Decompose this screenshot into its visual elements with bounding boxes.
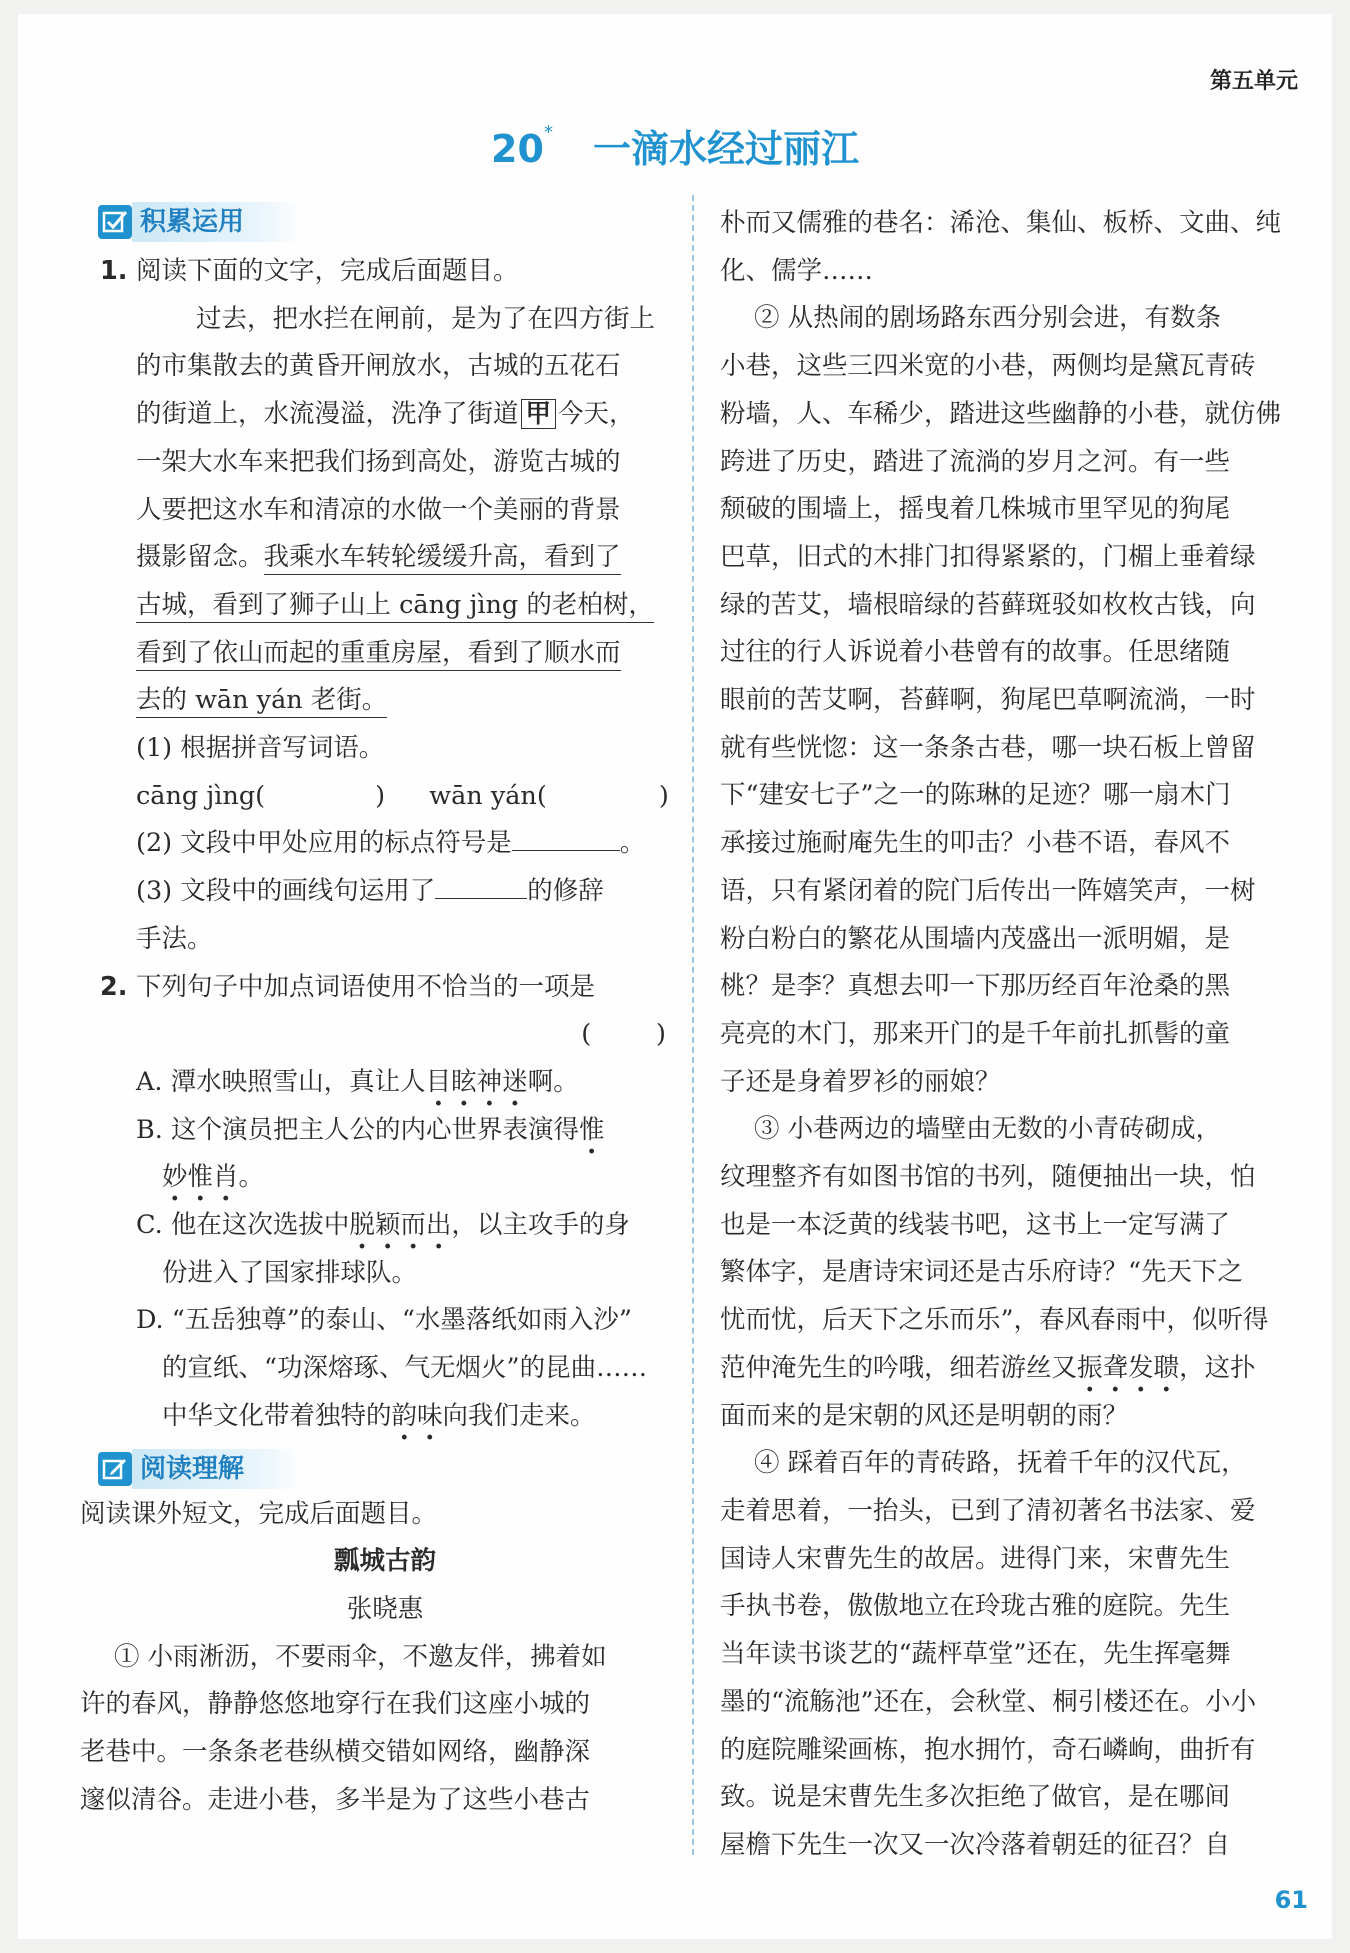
q1-sub2: (2) 文段中甲处应用的标点符号是 。 <box>136 828 646 859</box>
underlined-sentence: 我乘水车转轮缓缓升高，看到了 <box>264 542 621 575</box>
essay-line: 的庭院雕梁画栋，抱水拥竹，奇石嶙峋，曲折有 <box>720 1734 1256 1765</box>
right-column <box>720 200 1290 1870</box>
dotted-word: 目眩神迷 <box>425 1066 528 1097</box>
q2-option-b[interactable]: B. 这个演员把主人公的内心世界表演得惟 <box>136 1114 605 1145</box>
essay-line: 亮亮的木门，那来开门的是千年前扎抓髻的童 <box>720 1018 1231 1049</box>
q2-answer-paren[interactable]: ( ) <box>581 1019 666 1050</box>
reading-intro: 阅读课外短文，完成后面题目。 <box>80 1498 438 1529</box>
essay-author: 张晓惠 <box>346 1593 424 1624</box>
essay-line: 就有些恍惚：这一条条古巷，哪一块石板上曾留 <box>720 732 1256 763</box>
essay-line: 范仲淹先生的吟哦，细若游丝又振聋发聩，这扑 <box>720 1352 1256 1383</box>
essay-line: 眼前的苦艾啊，苔藓啊，狗尾巴草啊流淌，一时 <box>720 685 1256 716</box>
essay-line: 子还是身着罗衫的丽娘？ <box>720 1066 1001 1097</box>
essay-line: 小巷，这些三四米宽的小巷，两侧均是黛瓦青砖 <box>720 351 1256 382</box>
q1-passage-line: 过去，把水拦在闸前，是为了在四方街上 <box>196 303 656 334</box>
essay-line: 手执书卷，傲傲地立在玲珑古雅的庭院。先生 <box>720 1591 1231 1622</box>
q1-passage-line: 去的 wān yán 老街。 <box>100 677 670 725</box>
check-icon <box>98 205 132 239</box>
essay-line: 承接过施耐庵先生的叩击？小巷不语，春风不 <box>720 828 1231 859</box>
section-accumulate <box>98 200 670 244</box>
essay-line: 语，只有紧闭着的院门后传出一阵嬉笑声，一树 <box>720 875 1256 906</box>
dotted-word: 妙惟肖 <box>162 1162 239 1193</box>
essay-line: 过往的行人诉说着小巷曾有的故事。任思绪随 <box>720 637 1231 668</box>
essay-line: 走着思着，一抬头，已到了清初著名书法家、爱 <box>720 1495 1256 1526</box>
essay-line: 下“建安七子”之一的陈琳的足迹？哪一扇木门 <box>720 780 1231 811</box>
q2-option-c[interactable]: C. 他在这次选拔中脱颖而出，以主攻手的身 <box>136 1210 630 1241</box>
essay-line: 跨进了历史，踏进了流淌的岁月之河。有一些 <box>720 446 1231 477</box>
q1-pinyin-answers: cāng jìng( ) wān yán( ) <box>136 780 669 811</box>
q1-sub1: (1) 根据拼音写词语。 <box>136 733 385 764</box>
essay-title: 瓢城古韵 <box>333 1546 436 1577</box>
essay-line: 纹理整齐有如图书馆的书列，随便抽出一块，怕 <box>720 1162 1256 1193</box>
blank-box-jia: 甲 <box>521 399 557 429</box>
dotted-word: 韵味 <box>391 1400 443 1431</box>
pencil-icon <box>98 1452 132 1486</box>
essay-line: 老巷中。一条条老巷纵横交错如网络，幽静深 <box>80 1737 591 1768</box>
q2-option-a[interactable]: A. 潭水映照雪山，真让人目眩神迷啊。 <box>136 1066 579 1097</box>
q1-prompt: 1. 阅读下面的文字，完成后面题目。 <box>100 256 519 286</box>
essay-line: 绿的苦艾，墙根暗绿的苔藓斑驳如枚枚古钱，向 <box>720 589 1256 620</box>
answer-blank-rhetoric[interactable] <box>435 874 527 899</box>
section-reading-title: 阅读理解 <box>132 1449 304 1489</box>
essay-line: 致。说是宋曹先生多次拒绝了做官，是在哪间 <box>720 1782 1231 1813</box>
q2-option-d-cont: 的宣纸、“功深熔琢、气无烟火”的昆曲…… <box>162 1353 648 1384</box>
essay-line: 许的春风，静静悠悠地穿行在我们这座小城的 <box>80 1689 591 1720</box>
q2-option-d[interactable]: D. “五岳独尊”的泰山、“水墨落纸如雨入沙” <box>136 1305 632 1336</box>
essay-line: 屋檐下先生一次又一次冷落着朝廷的征召？自 <box>720 1829 1231 1860</box>
q1-passage-line: 一架大水车来把我们扬到高处，游览古城的 <box>136 446 621 477</box>
essay-line: 粉白粉白的繁花从围墙内茂盛出一派明媚，是 <box>720 923 1231 954</box>
essay-line: 面而来的是宋朝的风还是明朝的雨？ <box>720 1400 1129 1431</box>
essay-line: 也是一本泛黄的线装书吧，这书上一定写满了 <box>720 1209 1231 1240</box>
essay-line: ② 从热闹的剧场路东西分别会进，有数条 <box>754 303 1222 334</box>
q2-prompt: 2. 下列句子中加点词语使用不恰当的一项是 <box>100 971 596 1002</box>
essay-line: 化、儒学…… <box>720 255 874 286</box>
lesson-number: 20* <box>491 122 553 171</box>
essay-line: 邃似清谷。走进小巷，多半是为了这些小巷古 <box>80 1784 591 1815</box>
essay-line: 颓破的围墙上，摇曳着几株城市里罕见的狗尾 <box>720 494 1231 525</box>
q1-passage-line: 摄影留念。我乘水车转轮缓缓升高，看到了 <box>100 534 670 582</box>
q1-sub3-cont: 手法。 <box>136 923 213 954</box>
essay-line: ③ 小巷两边的墙壁由无数的小青砖砌成， <box>754 1114 1222 1145</box>
lesson-title <box>0 118 1350 173</box>
essay-line: 桃？是李？真想去叩一下那历经百年沧桑的黑 <box>720 971 1231 1002</box>
dotted-word: 振聋发聩 <box>1077 1352 1180 1383</box>
column-divider <box>692 195 694 1855</box>
essay-line: 粉墙，人、车稀少，踏进这些幽静的小巷，就仿佛 <box>720 398 1282 429</box>
q2-option-d-cont: 中华文化带着独特的韵味向我们走来。 <box>162 1400 596 1431</box>
essay-line: ① 小雨淅沥，不要雨伞，不邀友伴，拂着如 <box>114 1641 607 1672</box>
answer-blank-punctuation[interactable] <box>512 826 620 851</box>
section-reading <box>98 1447 670 1491</box>
essay-line: 繁体字，是唐诗宋词还是古乐府诗？“先天下之 <box>720 1257 1244 1288</box>
q1-passage-line: 看到了依山而起的重重房屋，看到了顺水而 <box>100 630 670 678</box>
q1-passage-line: 的街道上，水流漫溢，洗净了街道 甲 今天， <box>136 399 635 430</box>
essay-line: 忧而忧，后天下之乐而乐”，春风春雨中，似听得 <box>720 1305 1269 1336</box>
essay-line: 国诗人宋曹先生的故居。进得门来，宋曹先生 <box>720 1543 1231 1574</box>
essay-line: ④ 踩着百年的青砖路，抚着千年的汉代瓦， <box>754 1448 1247 1479</box>
dotted-word: 惟 <box>578 1114 605 1145</box>
dotted-word: 脱颖而出 <box>349 1210 452 1241</box>
q2-option-b-cont: 妙惟肖。 <box>162 1162 265 1193</box>
q2-option-c-cont: 份进入了国家排球队。 <box>162 1257 418 1288</box>
essay-line: 墨的“流觞池”还在，会秋堂、桐引楼还在。小小 <box>720 1686 1257 1717</box>
q1-sub3: (3) 文段中的画线句运用了 的修辞 <box>136 876 604 907</box>
unit-label: 第五单元 <box>1209 69 1298 94</box>
q1-passage-line: 人要把这水车和清凉的水做一个美丽的背景 <box>136 494 621 525</box>
q1-passage-line: 的市集散去的黄昏开闸放水，古城的五花石 <box>136 351 621 382</box>
q1-passage-line: 古城，看到了狮子山上 cāng jìng 的老柏树， <box>100 582 670 630</box>
essay-line: 巴草，旧式的木排门扣得紧紧的，门楣上垂着绿 <box>720 541 1256 572</box>
page-number: 61 <box>1274 1886 1308 1914</box>
left-column <box>80 200 670 1825</box>
essay-line: 当年读书谈艺的“蔬枰草堂”还在，先生挥毫舞 <box>720 1639 1231 1670</box>
section-accumulate-title: 积累运用 <box>132 202 304 242</box>
lesson-name: 一滴水经过丽江 <box>592 127 859 171</box>
essay-line: 朴而又儒雅的巷名：浠沧、集仙、板桥、文曲、纯 <box>720 208 1282 238</box>
